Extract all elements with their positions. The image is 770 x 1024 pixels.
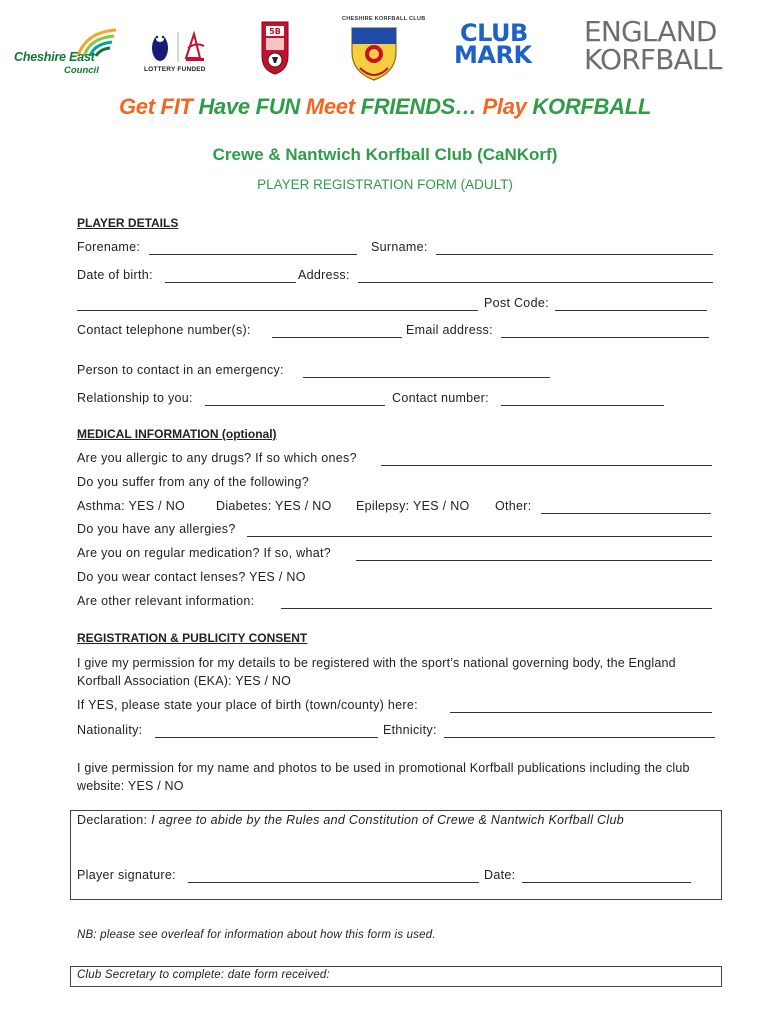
secretary-label: Club Secretary to complete: date form received:: [77, 969, 330, 981]
medication-question: Are you on regular medication? If so, what?: [77, 546, 332, 560]
cheshire-east-council-logo: [14, 28, 126, 76]
drug-allergy-question: Are you allergic to any drugs? If so which ones?: [77, 451, 357, 465]
council-word: Council: [64, 65, 99, 76]
logo-strip: [14, 12, 754, 82]
england-korfball-logo: [584, 15, 748, 82]
birthplace-label: If YES, please state your place of birth (town/county) here:: [77, 698, 418, 712]
diabetes-option[interactable]: Diabetes: YES / NO: [216, 499, 332, 513]
surname-label: Surname:: [371, 240, 428, 254]
signature-label: Player signature:: [77, 868, 176, 882]
date-label: Date:: [484, 868, 516, 882]
allergies-question: Do you have any allergies?: [77, 522, 236, 536]
clubmark-logo: [454, 19, 540, 76]
forename-label: Forename:: [77, 240, 141, 254]
medication-field[interactable]: [356, 560, 712, 561]
ethnicity-field[interactable]: [444, 737, 715, 738]
publicity-permission-text[interactable]: I give permission for my name and photos to be used in promotional Korfball publications including the club website: YES / NO: [77, 761, 690, 793]
secretary-box: [70, 966, 722, 987]
clubmark-word-2: MARK: [454, 41, 532, 69]
relationship-label: Relationship to you:: [77, 391, 193, 405]
email-field[interactable]: [501, 337, 709, 338]
other-condition-label: Other:: [495, 499, 532, 513]
other-condition-field[interactable]: [541, 513, 711, 514]
lottery-funded-logo: [144, 28, 216, 78]
form-title: PLAYER REGISTRATION FORM (ADULT): [257, 177, 513, 192]
cheshire-korfball-badge: [338, 16, 426, 84]
consent-heading: REGISTRATION & PUBLICITY CONSENT: [77, 631, 308, 645]
tagline-part: KORFBALL: [532, 94, 652, 119]
relationship-field[interactable]: [205, 405, 385, 406]
tagline-part: Get FIT: [118, 94, 193, 119]
postcode-label: Post Code:: [484, 296, 549, 310]
drug-allergy-field[interactable]: [381, 465, 712, 466]
england-word: ENGLAND: [584, 15, 717, 48]
eka-permission-text[interactable]: I give my permission for my details to be registered with the sport’s national governing body, the England Korfball Association (EKA): YES / NO: [77, 656, 676, 688]
svg-text:5B: 5B: [269, 27, 281, 36]
tagline-part: FRIENDS…: [360, 94, 477, 119]
epilepsy-option[interactable]: Epilepsy: YES / NO: [356, 499, 470, 513]
address-line-2-field[interactable]: [77, 310, 478, 311]
overleaf-note: NB: please see overleaf for information about how this form is used.: [77, 929, 436, 941]
other-info-field[interactable]: [281, 608, 712, 609]
emergency-contact-label: Person to contact in an emergency:: [77, 363, 284, 377]
player-details-heading: PLAYER DETAILS: [77, 216, 179, 230]
korfball-word: KORFBALL: [584, 43, 722, 76]
cankorf-crest-logo: [260, 20, 290, 76]
contact-number-field[interactable]: [501, 405, 664, 406]
ethnicity-label: Ethnicity:: [383, 723, 437, 737]
surname-field[interactable]: [436, 254, 713, 255]
council-name: Cheshire East: [14, 50, 95, 64]
tagline-part: Play: [482, 94, 527, 119]
medical-heading: [77, 427, 277, 441]
signature-field[interactable]: [188, 882, 479, 883]
allergies-field[interactable]: [247, 536, 712, 537]
phone-field[interactable]: [272, 337, 402, 338]
tagline: [0, 94, 770, 120]
medical-heading-optional: (optional): [221, 427, 277, 441]
tagline-part: Meet: [305, 94, 355, 119]
date-field[interactable]: [522, 882, 691, 883]
forename-field[interactable]: [149, 254, 357, 255]
emergency-contact-field[interactable]: [303, 377, 550, 378]
nationality-label: Nationality:: [77, 723, 143, 737]
dob-field[interactable]: [165, 282, 296, 283]
postcode-field[interactable]: [555, 310, 707, 311]
asthma-option[interactable]: Asthma: YES / NO: [77, 499, 186, 513]
address-label: Address:: [298, 268, 350, 282]
shield-icon: [338, 24, 410, 84]
declaration-text: I agree to abide by the Rules and Constitution of Crewe & Nantwich Korfball Club: [151, 813, 624, 827]
birthplace-field[interactable]: [450, 712, 712, 713]
contact-lenses-question[interactable]: Do you wear contact lenses? YES / NO: [77, 570, 306, 584]
clubmark-word-1: CLUB: [460, 19, 528, 47]
address-field[interactable]: [358, 282, 713, 283]
lottery-crossed-fingers-icon: [144, 28, 216, 64]
phone-label: Contact telephone number(s):: [77, 323, 251, 337]
email-label: Email address:: [406, 323, 493, 337]
declaration-line: [77, 813, 624, 827]
other-info-label: Are other relevant information:: [77, 594, 255, 608]
medical-heading-text: MEDICAL INFORMATION: [77, 427, 219, 441]
badge-title: CHESHIRE KORFBALL CLUB: [342, 16, 426, 22]
declaration-label: Declaration:: [77, 813, 148, 827]
nationality-field[interactable]: [155, 737, 378, 738]
dob-label: Date of birth:: [77, 268, 153, 282]
club-crest-icon: [260, 20, 290, 76]
lottery-funded-label: LOTTERY FUNDED: [144, 66, 206, 73]
tagline-part: Have FUN: [198, 94, 300, 119]
contact-number-label: Contact number:: [392, 391, 489, 405]
conditions-question: Do you suffer from any of the following?: [77, 475, 310, 489]
club-title: Crewe & Nantwich Korfball Club (CaNKorf): [212, 145, 558, 164]
